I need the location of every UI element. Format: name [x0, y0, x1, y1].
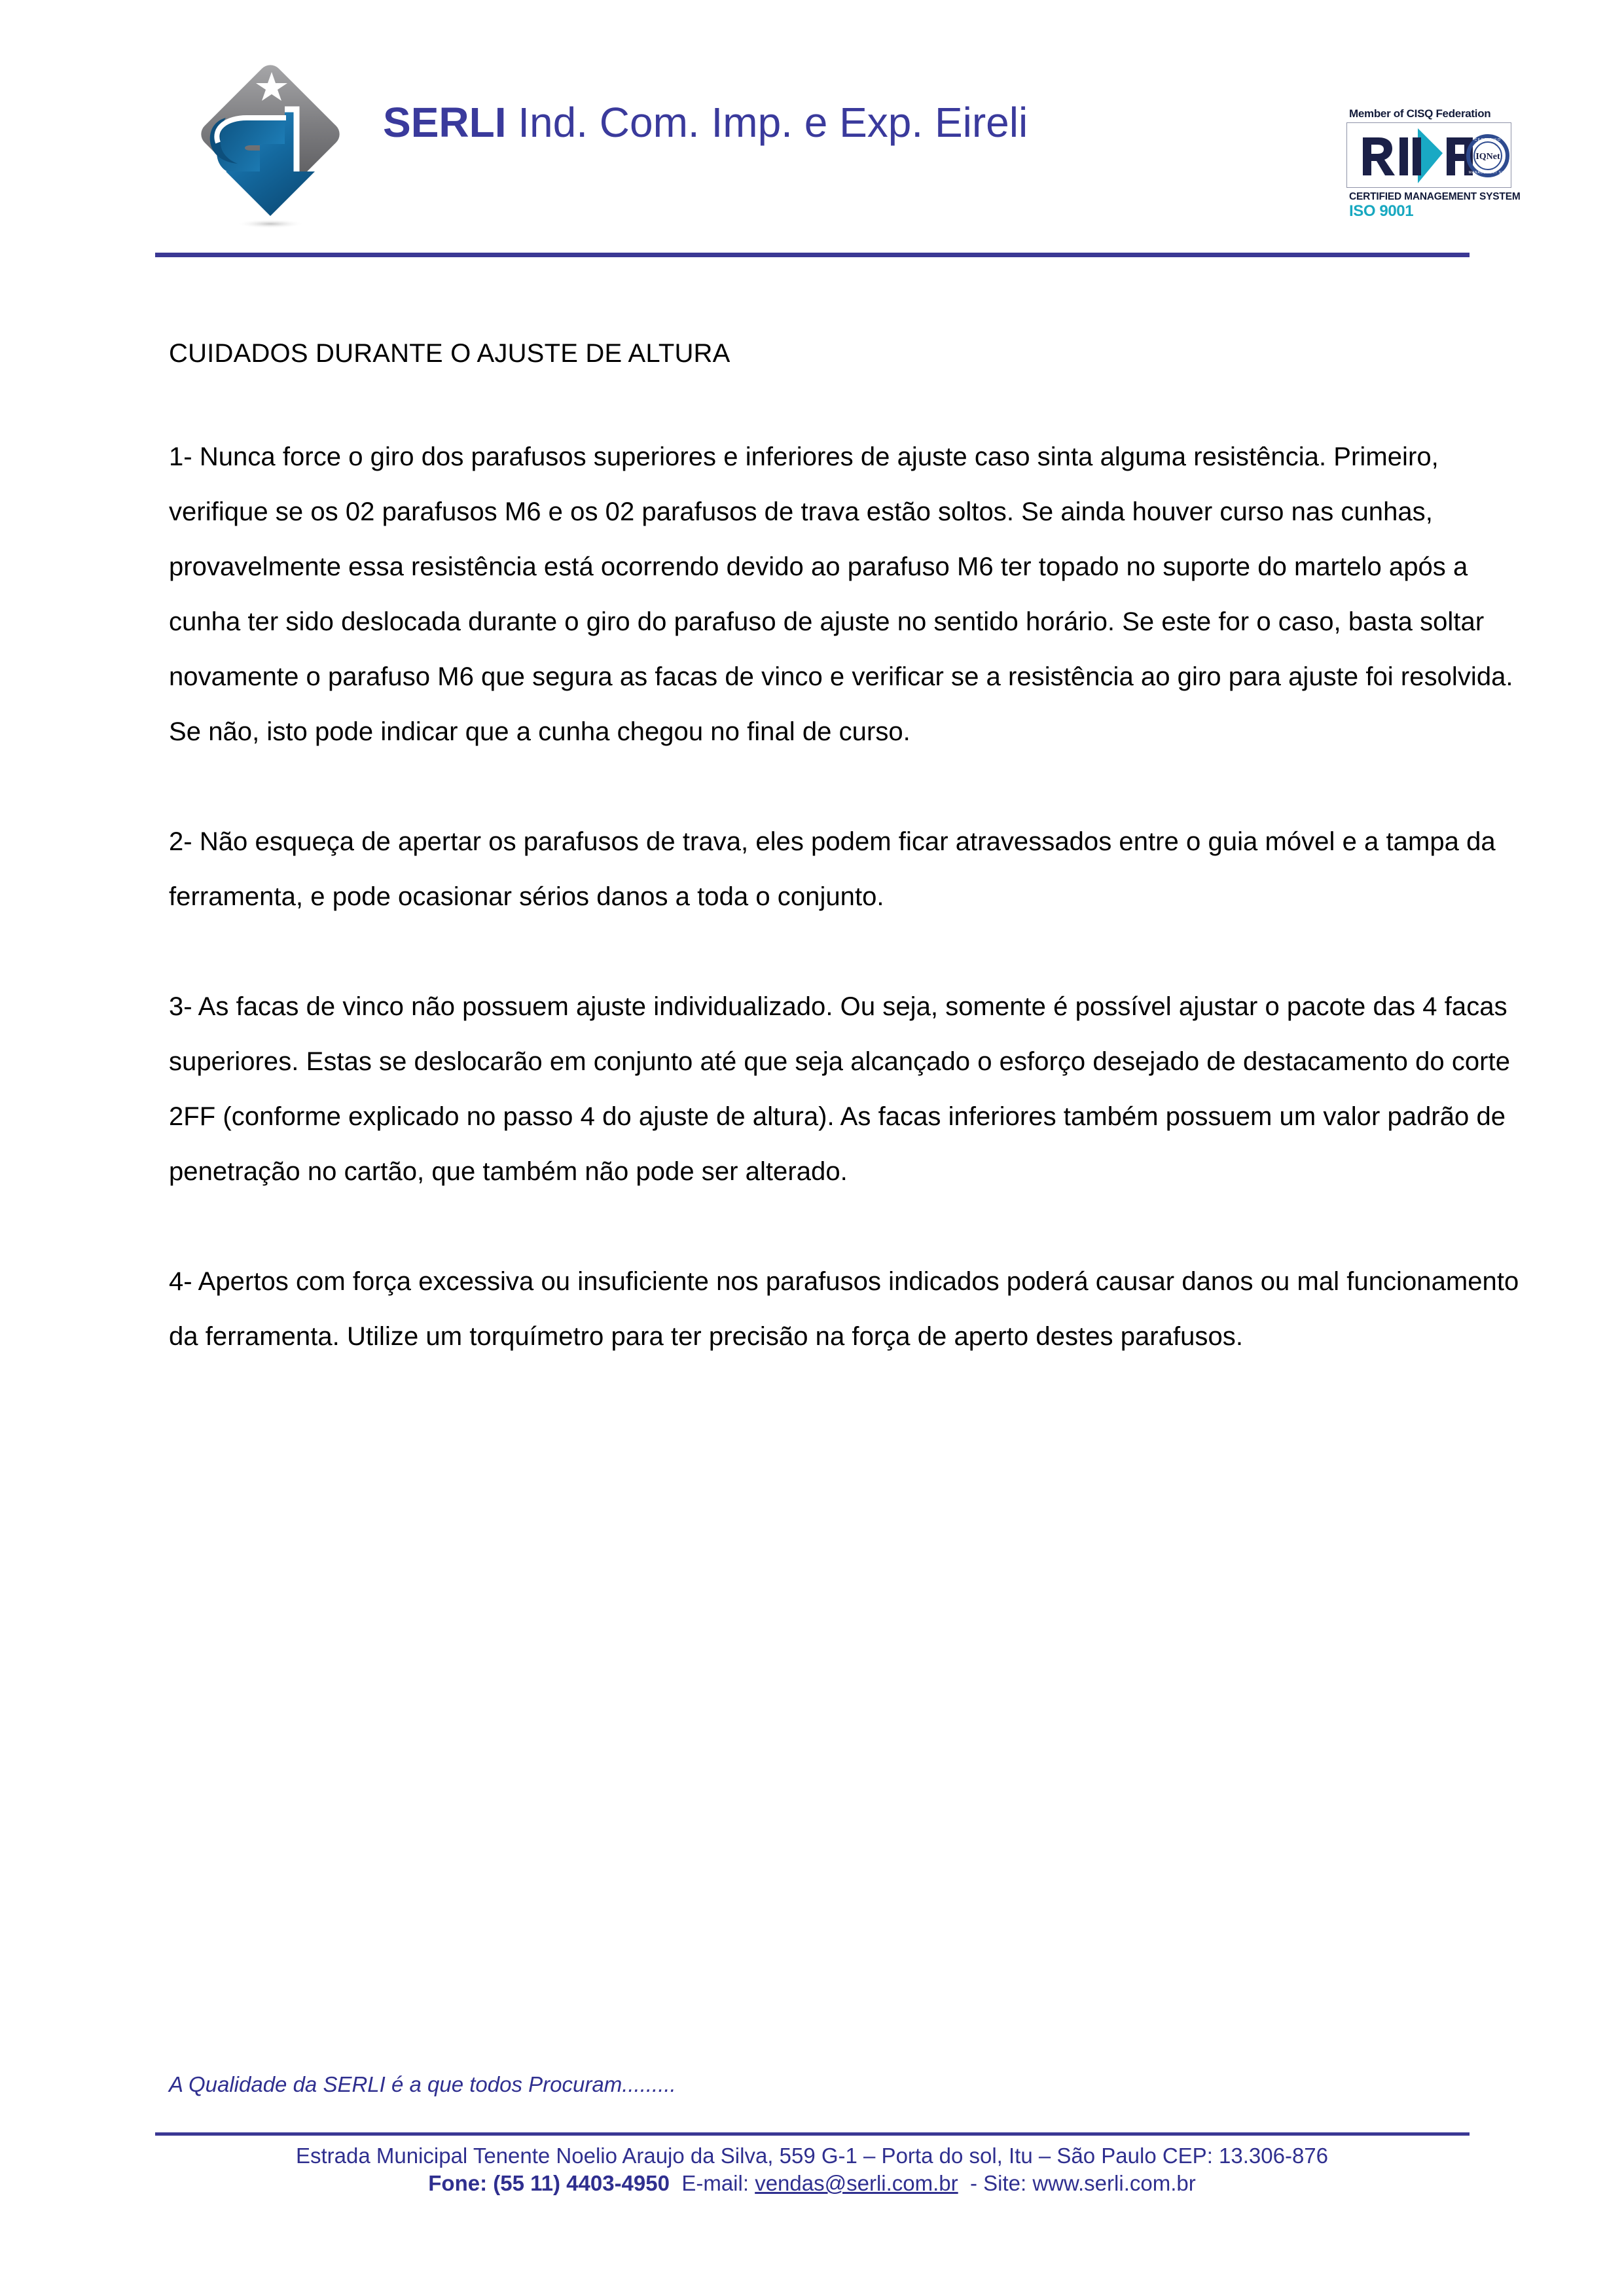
- paragraph-3: 3- As facas de vinco não possuem ajuste individualizado. Ou seja, somente é possível ajustar o pacote das 4 facas superiores. Estas se deslocarão em conjunto até que seja alcançado o esforço desejado de destacamento do corte 2FF (conforme explicado no passo 4 do ajuste de altura). As facas inferiores também possuem um valor padrão de penetração no cartão, que também não pode ser alterado.: [169, 992, 1510, 1186]
- svg-text:MANAGEMENT SYS: MANAGEMENT SYS: [1468, 171, 1507, 175]
- cert-iso-text: ISO 9001: [1349, 202, 1414, 221]
- rina-mark-icon: [1347, 123, 1512, 188]
- header-divider: [155, 253, 1470, 257]
- document-body: [169, 340, 1543, 1364]
- company-brand: SERLI: [383, 99, 507, 146]
- paragraph-1: 1- Nunca force o giro dos parafusos superiores e inferiores de ajuste caso sinta alguma resistência. Primeiro, verifique se os 02 parafusos M6 e os 02 parafusos de trava estão soltos. Se ainda houver curso nas cunhas, provavelmente essa resistência está ocorrendo devido ao parafuso M6 ter topado no suporte do martelo após a cunha ter sido deslocada durante o giro do parafuso de ajuste no sentido horário. Se este for o caso, basta soltar novamente o parafuso M6 que segura as facas de vinco e verificar se a resistência ao giro para ajuste foi resolvida. Se não, isto pode indicar que a cunha chegou no final de curso.: [169, 442, 1513, 746]
- company-title: [383, 99, 1028, 146]
- footer-phone: Fone: (55 11) 4403-4950: [428, 2171, 670, 2196]
- footer-tagline: A Qualidade da SERLI é a que todos Procuram.........: [169, 2072, 676, 2096]
- paragraph-4: 4- Apertos com força excessiva ou insuficiente nos parafusos indicados poderá causar danos ou mal funcionamento da ferramenta. Utilize um torquímetro para ter precisão na força de aperto destes parafusos.: [169, 1267, 1519, 1351]
- heading-spacer: [169, 374, 1543, 429]
- serli-diamond-logo-icon: [187, 20, 350, 236]
- paragraph-spacer-3: [169, 1199, 1543, 1254]
- page-title: CUIDADOS DURANTE O AJUSTE DE ALTURA: [169, 339, 731, 368]
- cert-member-text: Member of CISQ Federation: [1349, 107, 1491, 120]
- paragraph-spacer-2: [169, 924, 1543, 979]
- page-header: [0, 0, 1624, 262]
- rina-logo-box: [1346, 122, 1511, 188]
- footer-email-label: E-mail:: [681, 2171, 749, 2196]
- footer-divider: [155, 2132, 1470, 2136]
- cert-system-text: CERTIFIED MANAGEMENT SYSTEM: [1349, 191, 1521, 202]
- footer-email-link[interactable]: vendas@serli.com.br: [755, 2171, 958, 2196]
- paragraph-spacer-1: [169, 759, 1543, 814]
- company-subtitle: Ind. Com. Imp. e Exp. Eireli: [506, 99, 1028, 146]
- svg-text:CERTIFIED: CERTIFIED: [1474, 138, 1502, 142]
- svg-text:IQNet: IQNet: [1475, 152, 1500, 162]
- iso-certification-badge: [1346, 107, 1521, 236]
- page-footer: [0, 2021, 1624, 2296]
- footer-site: - Site: www.serli.com.br: [969, 2171, 1196, 2196]
- footer-address: Estrada Municipal Tenente Noelio Araujo da Silva, 559 G-1 – Porta do sol, Itu – São Paulo CEP: 13.306-876: [295, 2144, 1329, 2168]
- footer-contact-block: [0, 2142, 1624, 2197]
- paragraph-2: 2- Não esqueça de apertar os parafusos de trava, eles podem ficar atravessados entre o guia móvel e a tampa da ferramenta, e pode ocasionar sérios danos a toda o conjunto.: [169, 827, 1496, 911]
- footer-contact-line: [0, 2170, 1624, 2197]
